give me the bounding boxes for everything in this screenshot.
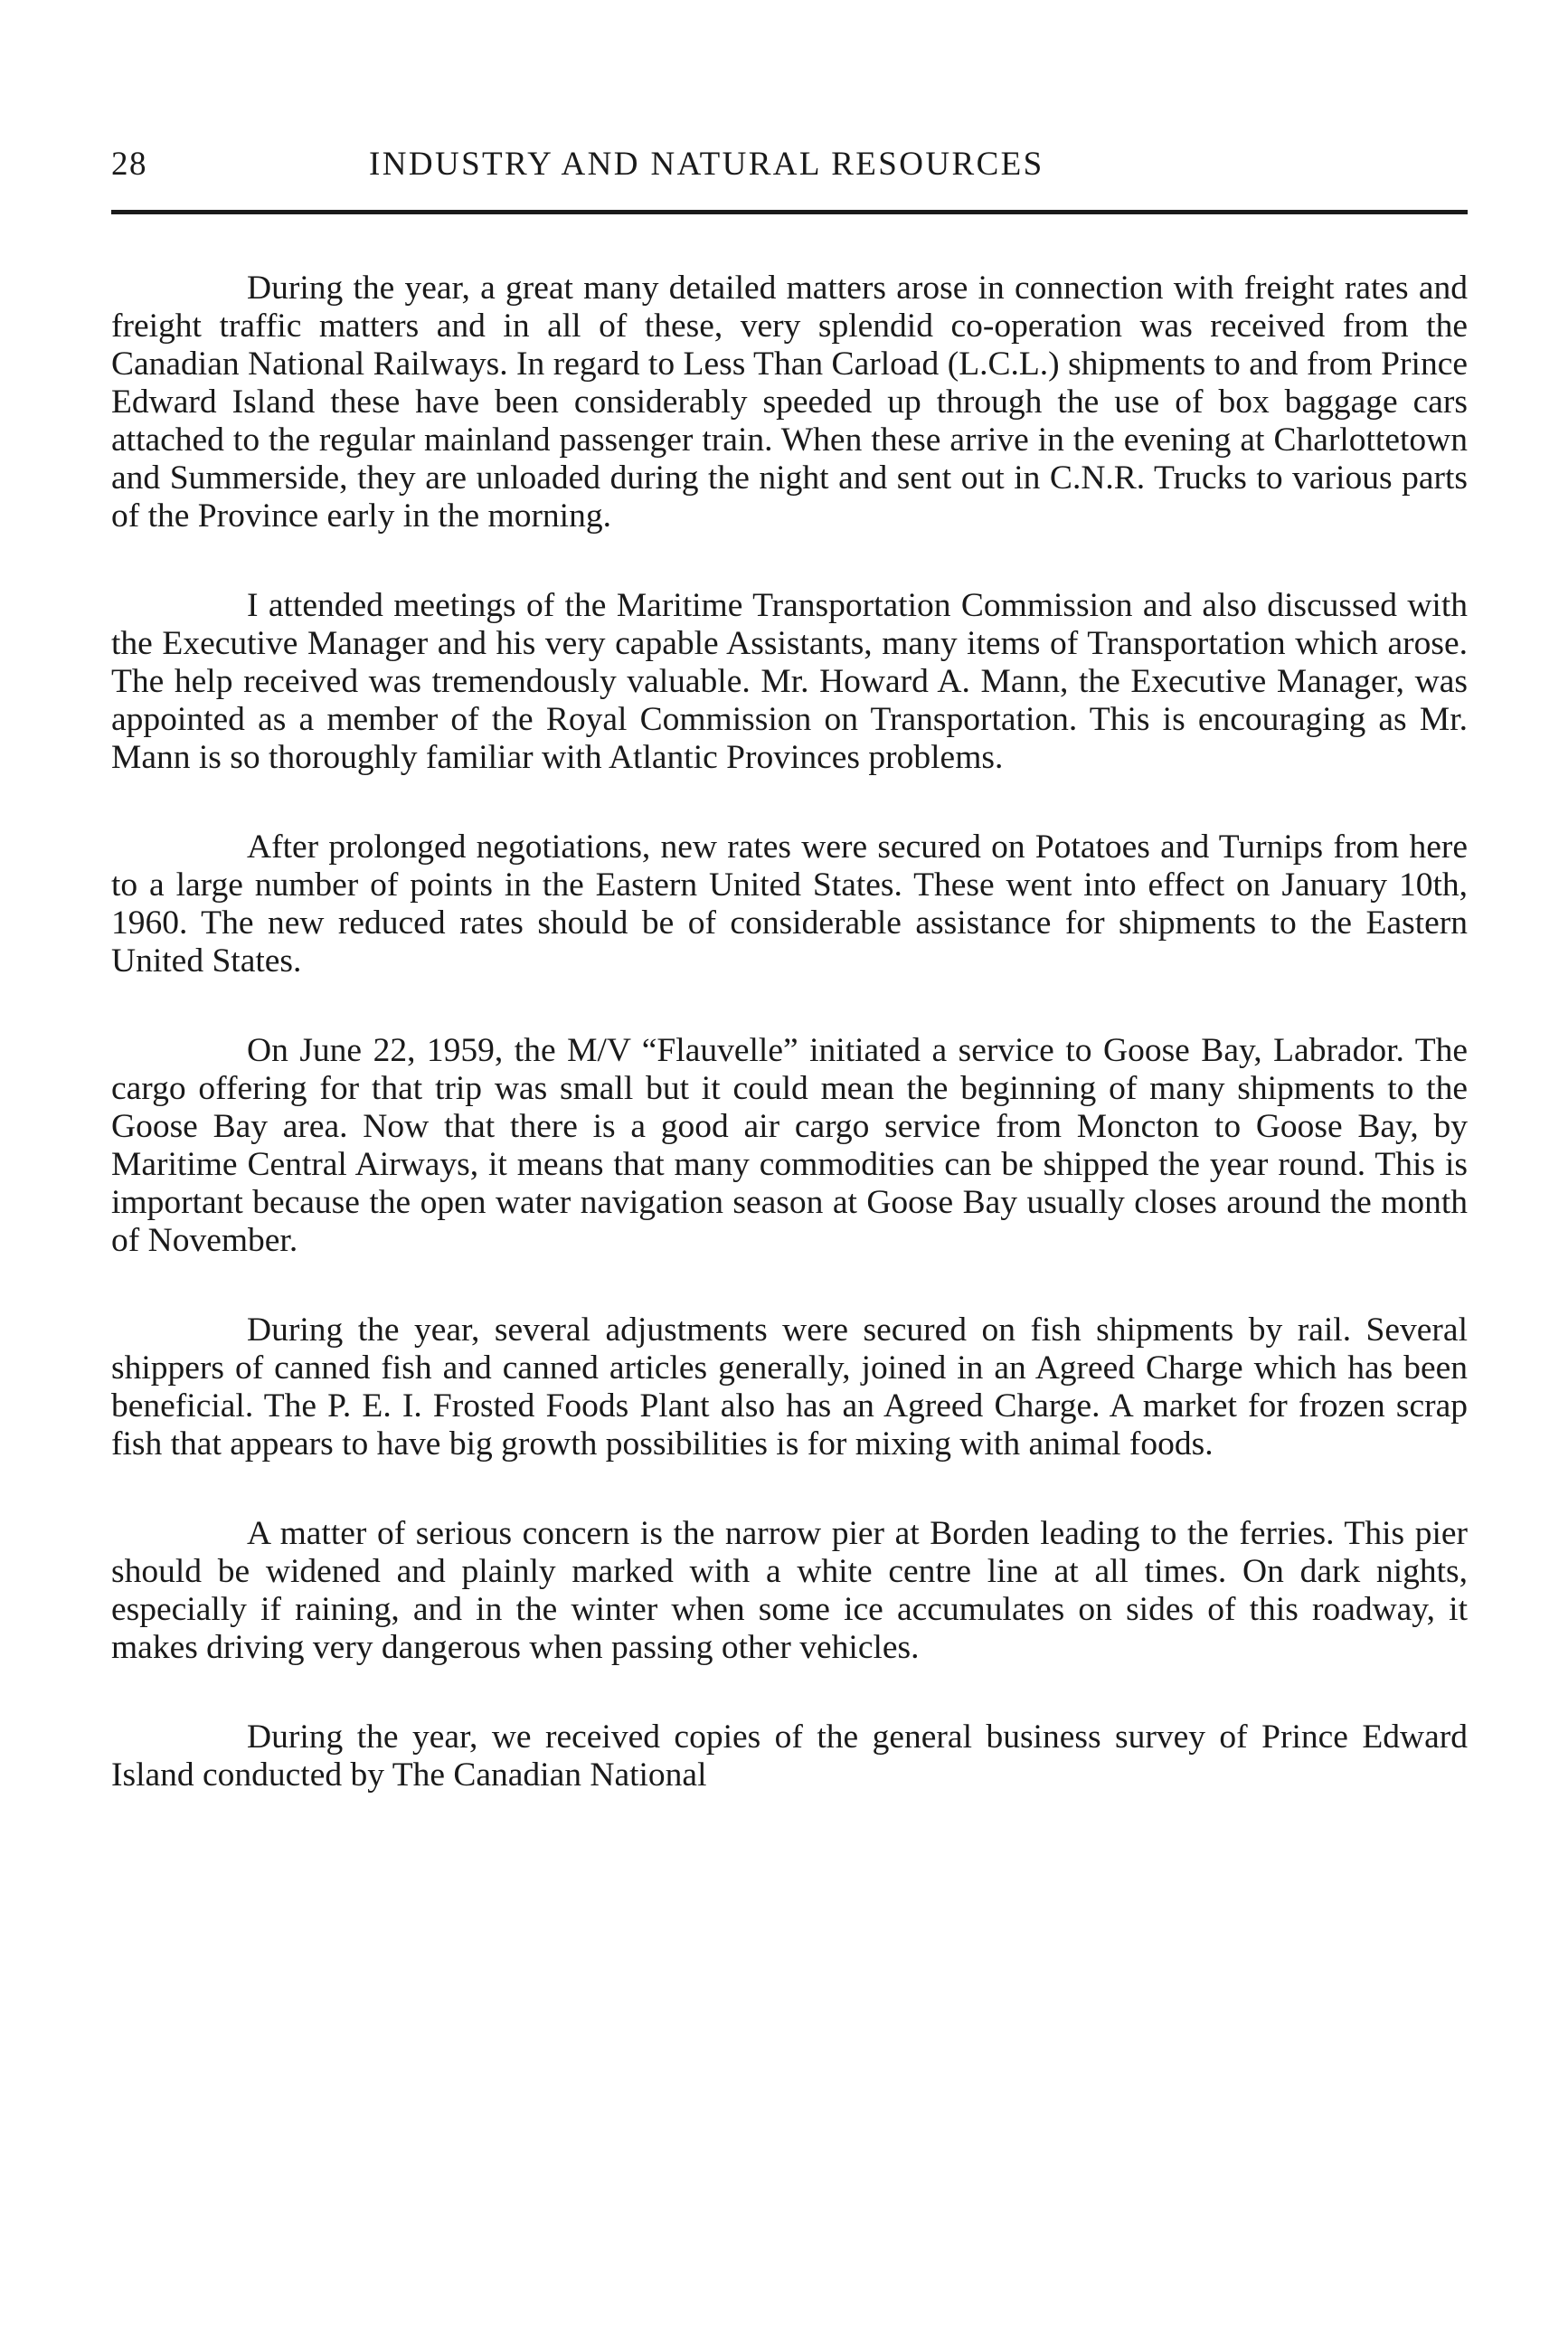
paragraph-transportation-commission: I attended meetings of the Maritime Transportation Commission and also discussed with the Executive Manager and his very capable Assistants, many items of Transportation which arose. The help received was tremendously valuable. Mr. Howard A. Mann, the Executive Manager, was appointed as a member of the Royal Commission on Transportation. This is encouraging as Mr. Mann is so thoroughly familiar with Atlantic Provinces problems. bbox=[111, 587, 1468, 776]
paragraph-business-survey: During the year, we received copies of the general business survey of Prince Edward Island conducted by The Canadian National bbox=[111, 1718, 1468, 1794]
paragraph-borden-pier: A matter of serious concern is the narrow pier at Borden leading to the ferries. This pier should be widened and plainly marked with a white centre line at all times. On dark nights, especially if raining, and in the winter when some ice accumulates on sides of this roadway, it makes driving very dangerous when passing other vehicles. bbox=[111, 1515, 1468, 1666]
paragraph-potato-rates: After prolonged negotiations, new rates were secured on Potatoes and Turnips from here to a large number of points in the Eastern United States. These went into effect on January 10th, 1960. The new reduced rates should be of considerable assistance for shipments to the Eastern United States. bbox=[111, 828, 1468, 980]
paragraph-goose-bay-service: On June 22, 1959, the M/V “Flauvelle” initiated a service to Goose Bay, Labrador. The cargo offering for that trip was small but it could mean the beginning of many shipments to the Goose Bay area. Now that there is a good air cargo service from Moncton to Goose Bay, by Maritime Central Airways, it means that many commodities can be shipped the year round. This is important because the open water navigation season at Goose Bay usually closes around the month of November. bbox=[111, 1032, 1468, 1259]
header-title: INDUSTRY AND NATURAL RESOURCES bbox=[369, 146, 1044, 183]
paragraph-fish-shipments: During the year, several adjustments were secured on fish shipments by rail. Several shippers of canned fish and canned articles generally, joined in an Agreed Charge which has been beneficial. The P. E. I. Frosted Foods Plant also has an Agreed Charge. A market for frozen scrap fish that appears to have big growth possibilities is for mixing with animal foods. bbox=[111, 1311, 1468, 1463]
running-header bbox=[111, 145, 1468, 199]
header-rule bbox=[111, 210, 1468, 214]
paragraph-freight-rates: During the year, a great many detailed matters arose in connection with freight rates and freight traffic matters and in all of these, very splendid co-operation was received from the Canadian National Railways. In regard to Less Than Carload (L.C.L.) shipments to and from Prince Edward Island these have been considerably speeded up through the use of box baggage cars attached to the regular mainland passenger train. When these arrive in the evening at Charlottetown and Summerside, they are unloaded during the night and sent out in C.N.R. Trucks to various parts of the Province early in the morning. bbox=[111, 270, 1468, 535]
page-number: 28 bbox=[111, 146, 147, 183]
body-text bbox=[111, 270, 1468, 1846]
